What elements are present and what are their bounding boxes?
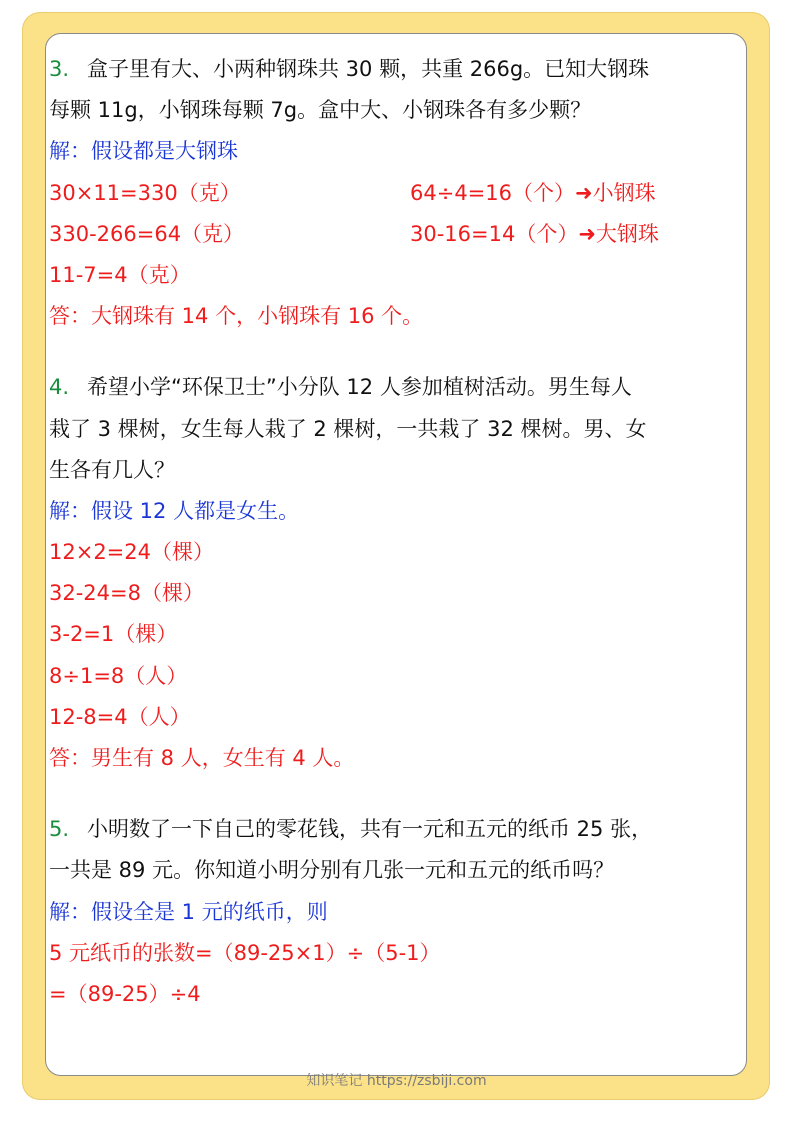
problem-3-answer: 答：大钢珠有 14 个，小钢珠有 16 个。: [49, 304, 424, 329]
problem-number: 5.: [49, 817, 70, 842]
problem-4-question-line-2: 栽了 3 棵树，女生每人栽了 2 棵树，一共栽了 32 棵树。男、女: [49, 416, 647, 441]
problem-3-step-row-2: [49, 214, 749, 255]
solution-step: 30×11=330（克）: [49, 180, 241, 205]
solution-step: 11-7=4（克）: [49, 262, 191, 287]
problem-5-question-line-2: 一共是 89 元。你知道小明分别有几张一元和五元的纸币吗？: [49, 858, 615, 883]
solution-step: 5 元纸币的张数=（89-25×1）÷（5-1）: [49, 940, 441, 965]
problem-3-step-row-1: [49, 173, 749, 214]
problem-3-solution-intro: 解：假设都是大钢珠: [49, 139, 238, 164]
problem-3-question-line-1: 3. 盒子里有大、小两种钢珠共 30 颗，共重 266g。已知大钢珠: [49, 49, 749, 90]
problem-5-question-line-1: 5. 小明数了一下自己的零花钱，共有一元和五元的纸币 25 张，: [49, 809, 749, 850]
problem-4-question-line-3: 生各有几人？: [49, 457, 175, 482]
problem-4-solution-intro: 解：假设 12 人都是女生。: [49, 498, 300, 523]
solution-step: 8÷1=8（人）: [49, 663, 188, 688]
problem-3-step-row-3: [49, 255, 749, 296]
footer-watermark: 知识笔记 https://zsbiji.com: [306, 1073, 487, 1089]
solution-step: 330-266=64（克）: [49, 221, 245, 246]
problem-4-answer: 答：男生有 8 人，女生有 4 人。: [49, 746, 355, 770]
problem-number: 3.: [49, 57, 70, 81]
solution-step: 30-16=14（个）➜大钢珠: [410, 221, 659, 246]
solution-step: 12×2=24（棵）: [49, 540, 214, 565]
problem-number: 4.: [49, 375, 70, 400]
solution-step: 32-24=8（棵）: [49, 581, 204, 606]
solution-step: 3-2=1（棵）: [49, 622, 178, 647]
worksheet-content: [49, 49, 749, 1015]
problem-4-question-line-1: 4. 希望小学“环保卫士”小分队 12 人参加植树活动。男生每人: [49, 367, 749, 408]
solution-step: =（89-25）÷4: [49, 981, 201, 1006]
solution-step: 12-8=4（人）: [49, 704, 191, 729]
solution-step: 64÷4=16（个）➜小钢珠: [410, 180, 656, 205]
problem-3-question-line-2: 每颗 11g，小钢珠每颗 7g。盒中大、小钢珠各有多少颗？: [49, 98, 592, 123]
problem-5-solution-intro: 解：假设全是 1 元的纸币，则: [49, 899, 328, 924]
